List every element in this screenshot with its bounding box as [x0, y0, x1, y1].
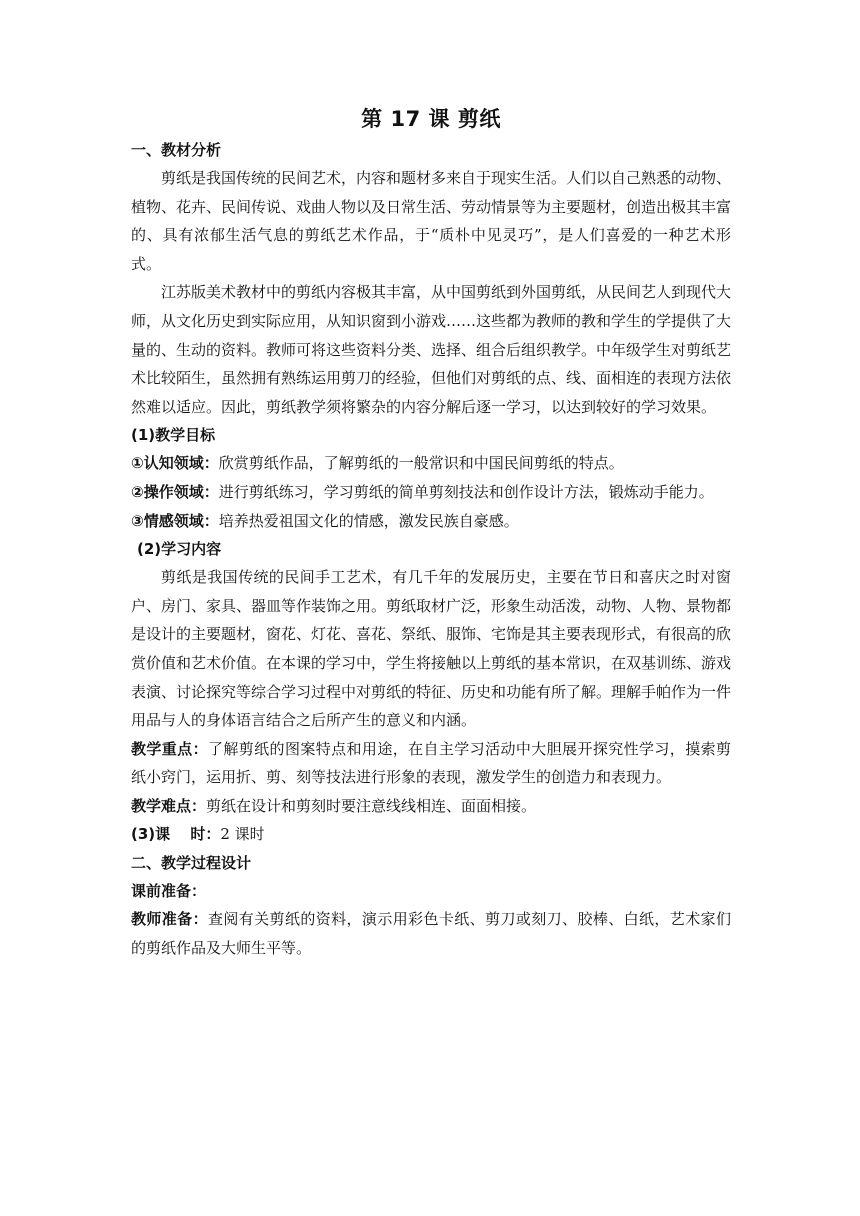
goal-emotion-label: ③情感领域： — [131, 511, 219, 530]
teacher-preparation-text: 查阅有关剪纸的资料，演示用彩色卡纸、剪刀或刻刀、胶棒、白纸，艺术家们的剪纸作品及大师生平等。 — [131, 910, 731, 957]
teaching-focus — [131, 735, 731, 792]
teacher-preparation-label: 教师准备： — [131, 910, 208, 929]
goal-emotion — [131, 507, 731, 536]
goal-cognitive-text: 欣赏剪纸作品，了解剪纸的一般常识和中国民间剪纸的特点。 — [218, 454, 624, 473]
goal-emotion-text: 培养热爱祖国文化的情感，激发民族自豪感。 — [218, 511, 519, 530]
learning-content-paragraph: 剪纸是我国传统的民间手工艺术，有几千年的发展历史，主要在节日和喜庆之时对窗户、房门、家具、器皿等作装饰之用。剪纸取材广泛，形象生动活泼，动物、人物、景物都是设计的主要题材，窗花、灯花、喜花、祭纸、服饰、宅饰是其主要表现形式，有很高的欣赏价值和艺术价值。在本课的学习中，学生将接触以上剪纸的基本常识，在双基训练、游戏表演、讨论探究等综合学习过程中对剪纸的特征、历史和功能有所了解。理解手帕作为一件用品与人的身体语言结合之后所产生的意义和内涵。 — [131, 568, 732, 730]
teaching-difficulty-label: 教学难点： — [131, 796, 207, 815]
class-hours-label: (3)课 时： — [131, 825, 221, 844]
teaching-difficulty-text: 剪纸在设计和剪刻时要注意线线相连、面面相接。 — [206, 796, 537, 815]
goal-cognitive — [131, 449, 731, 478]
subheading-learning-content: (2)学习内容 — [137, 540, 222, 559]
teacher-preparation — [131, 905, 731, 962]
subheading-preparation: 课前准备： — [131, 882, 207, 901]
section-heading-analysis: 一、教材分析 — [131, 141, 222, 159]
section-heading-process: 二、教学过程设计 — [131, 854, 252, 873]
document-body — [131, 104, 731, 962]
teaching-focus-text: 了解剪纸的图案特点和用途，在自主学习活动中大胆展开探究性学习，摸索剪纸小窍门，运用折、剪、刻等技法进行形象的表现，激发学生的创造力和表现力。 — [131, 739, 731, 787]
subheading-teaching-goals: (1)教学目标 — [131, 426, 216, 445]
goal-operation — [131, 478, 731, 507]
teaching-focus-label: 教学重点： — [131, 739, 208, 758]
goal-operation-label: ②操作领域： — [131, 482, 219, 501]
goal-operation-text: 进行剪纸练习，学习剪纸的简单剪刻技法和创作设计方法，锻炼动手能力。 — [218, 482, 714, 501]
goal-cognitive-label: ①认知领域： — [131, 454, 219, 473]
analysis-paragraph-2: 江苏版美术教材中的剪纸内容极其丰富，从中国剪纸到外国剪纸，从民间艺人到现代大师，从文化历史到实际应用，从知识窗到小游戏……这些都为教师的教和学生的学提供了大量的、生动的资料。教师可将这些资料分类、选择、组合后组织教学。中年级学生对剪纸艺术比较陌生，虽然拥有熟练运用剪刀的经验，但他们对剪纸的点、线、面相连的表现方法依然难以适应。因此，剪纸教学须将繁杂的内容分解后逐一学习，以达到较好的学习效果。 — [131, 283, 732, 416]
class-hours — [131, 820, 731, 849]
class-hours-text: 2 课时 — [220, 825, 265, 844]
teaching-difficulty — [131, 792, 731, 821]
page-title: 第 17 课 剪纸 — [361, 107, 501, 131]
analysis-paragraph-1: 剪纸是我国传统的民间艺术，内容和题材多来自于现实生活。人们以自己熟悉的动物、植物、花卉、民间传说、戏曲人物以及日常生活、劳动情景等为主要题材，创造出极其丰富的、具有浓郁生活气息的剪纸艺术作品，于“质朴中见灵巧”，是人们喜爱的一种艺术形式。 — [131, 169, 732, 273]
